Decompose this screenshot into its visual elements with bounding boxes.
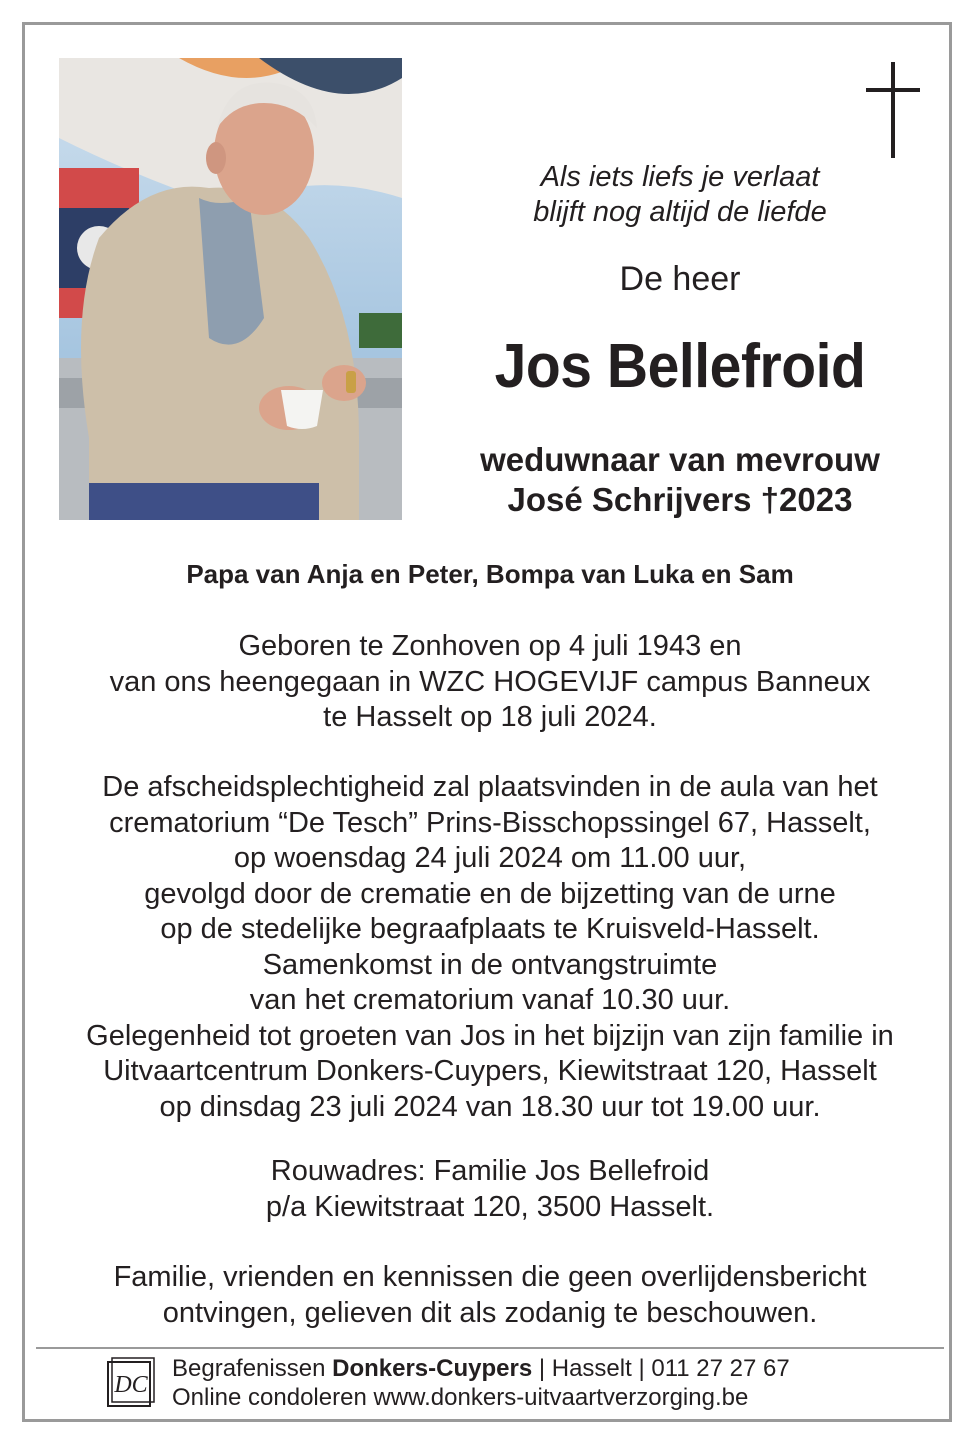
text-line: Geboren te Zonhoven op 4 juli 1943 en: [238, 630, 742, 662]
mourning-address: [30, 1154, 950, 1225]
footer-separator: |: [631, 1355, 652, 1382]
quote-line-1: Als iets liefs je verlaat: [540, 161, 820, 193]
logo-letters: DC: [114, 1372, 148, 1398]
footer-city: Hasselt: [551, 1355, 632, 1382]
text-line: Rouwadres: Familie Jos Bellefroid: [270, 1155, 710, 1187]
honorific: De heer: [619, 260, 741, 298]
footer-divider: [36, 1347, 944, 1349]
text-line: gevolgd door de crematie en de bijzetting van de urne: [144, 877, 836, 910]
quote: [470, 160, 890, 230]
text-line: p/a Kiewitstraat 120, 3500 Hasselt.: [265, 1190, 715, 1223]
text-line: op woensdag 24 juli 2024 om 11.00 uur,: [233, 842, 747, 874]
footer-line-1: [172, 1354, 790, 1383]
footer-prefix: Begrafenissen: [172, 1355, 333, 1382]
text-line: Samenkomst in de ontvangstruimte: [262, 948, 718, 981]
text-line: van het crematorium vanaf 10.30 uur.: [249, 984, 731, 1016]
text-line: ontvingen, gelieven dit als zodanig te beschouwen.: [162, 1296, 818, 1329]
footer-phone: 011 27 27 67: [651, 1355, 790, 1382]
text-line: Gelegenheid tot groeten van Jos in het bijzijn van zijn familie in: [86, 1019, 894, 1052]
text-line: Uitvaartcentrum Donkers-Cuypers, Kiewitstraat 120, Hasselt: [103, 1055, 877, 1087]
ceremony-details: [30, 770, 950, 1125]
spouse-line-2: José Schrijvers †2023: [507, 481, 853, 518]
text-line: De afscheidsplechtigheid zal plaatsvinden in de aula van het: [102, 771, 878, 803]
portrait-photo: [59, 58, 402, 520]
donkers-cuypers-logo: [106, 1356, 156, 1408]
text-line: Familie, vrienden en kennissen die geen overlijdensbericht: [113, 1261, 867, 1293]
quote-line-2: blijft nog altijd de liefde: [533, 196, 827, 228]
spouse-line-1: weduwnaar van mevrouw: [480, 441, 880, 478]
text-line: op de stedelijke begraafplaats te Kruisveld-Hasselt.: [160, 913, 820, 945]
footer-separator: |: [532, 1355, 552, 1382]
cross-icon: [862, 60, 924, 160]
text-line: op dinsdag 23 juli 2024 van 18.30 uur tot 19.00 uur.: [159, 1090, 821, 1123]
text-line: crematorium “De Tesch” Prins-Bisschopssingel 67, Hasselt,: [109, 806, 871, 839]
footer-line-2: Online condoleren www.donkers-uitvaartverzorging.be: [172, 1384, 749, 1411]
notice-text: [30, 1260, 950, 1331]
birth-death-details: [30, 629, 950, 736]
family-line: Papa van Anja en Peter, Bompa van Luka en Sam: [186, 559, 794, 589]
spouse-info: [440, 440, 920, 520]
text-line: van ons heengegaan in WZC HOGEVIJF campus Banneux: [109, 665, 871, 698]
footer: [172, 1354, 790, 1412]
footer-company: Donkers-Cuypers: [332, 1355, 533, 1382]
deceased-name: Jos Bellefroid: [494, 332, 866, 401]
text-line: te Hasselt op 18 juli 2024.: [323, 701, 657, 733]
